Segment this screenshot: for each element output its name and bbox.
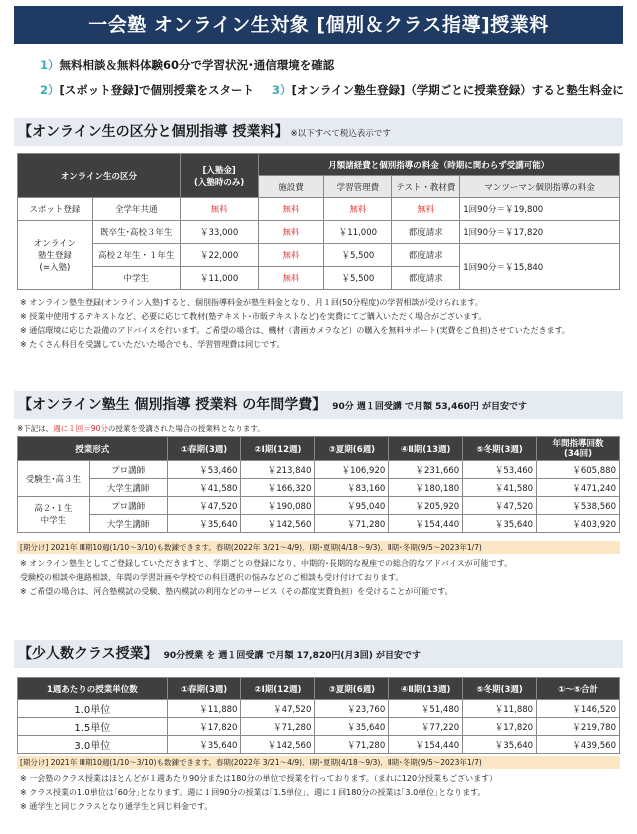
cell: ￥142,560 [241,736,315,754]
section-subtitle: 90分授業 を 週１回受講 で月額 17,820円(月3回) が目安です [163,651,422,661]
col-spring: ①春期(3週) [167,678,241,700]
cell: 無料 [180,198,258,221]
cell: ￥53,460 [463,461,537,479]
section-subtitle: ※以下すべて税込表示です [290,129,391,139]
note-line: ※ クラス授業の1.0単位は｢60分｣となります。週に１回90分の授業は｢1.5単位｣、週に１回180分の授業は｢3.0単位｣となります。 [20,788,486,797]
table-row [18,244,620,267]
notes-annual [20,557,512,599]
premise-c: の授業を受講された場合の授業料となります。 [107,424,265,433]
class-fee-table [17,677,620,754]
cell: ￥95,040 [315,497,389,515]
cell: ￥47,520 [241,700,315,718]
teacher-type: 大学生講師 [89,479,167,497]
cell: ￥106,920 [315,461,389,479]
cell: ￥11,880 [167,700,241,718]
cell: ￥471,240 [537,479,620,497]
col-entry-fee: [入塾金] (入塾時のみ) [180,154,258,198]
note-line: ※ 授業中使用するテキストなど、必要に応じて教材(塾テキスト･市販テキストなど)を実費にてご購入いただく場合がございます。 [20,312,487,321]
col-textbook: テスト・教材費 [392,176,460,198]
section-title: 【オンライン塾生 個別指導 授業料 の年間学費】 [18,397,327,413]
cell: ￥219,780 [537,718,620,736]
section-subtitle: 90分 週１回受講 で月額 53,460円 が目安です [332,402,527,412]
grade-cell: 既卒生･高校３年生 [92,221,180,244]
table-row [18,221,620,244]
row-label: スポット登録 [18,198,93,221]
col-term2: ④Ⅱ期(13週) [389,678,463,700]
cell: ￥154,440 [389,736,463,754]
step-number: 1） [40,58,60,72]
period-note: [期分け] 2021年 Ⅲ期10週(1/10～3/10)も数錬できます。春期(2022年 3/21～4/9)．Ⅰ期･夏期(4/18～9/3)．Ⅱ期･冬期(9/5～2023年1/7) [17,756,620,769]
step-2-3 [40,82,624,98]
step-text: 無料相談＆無料体験60分で学習状況･通信環境を確認 [59,58,335,72]
cell: 都度請求 [392,267,460,290]
col-total: ①～⑤合計 [537,678,620,700]
table-row [18,700,620,718]
premise-b: 週に１回＝90分 [53,424,108,433]
cell: ￥53,460 [167,461,241,479]
notes-class [20,772,497,814]
cell: ￥180,180 [389,479,463,497]
section-title: 【オンライン生の区分と個別指導 授業料】 [18,124,289,140]
step-number: 3） [272,83,292,97]
table-row [18,718,620,736]
cell: ￥5,500 [324,244,392,267]
cell: ￥11,000 [180,267,258,290]
premise-a: ※下記は、 [17,424,54,433]
section-annual-header [14,391,623,419]
grade-cell: 中学生 [92,267,180,290]
cell: 都度請求 [392,221,460,244]
cell: ￥33,000 [180,221,258,244]
teacher-type: プロ講師 [89,497,167,515]
cell: ￥83,160 [315,479,389,497]
cell: 都度請求 [392,244,460,267]
cell: ￥51,480 [389,700,463,718]
cell: 無料 [392,198,460,221]
group-label: 受験生･高３生 [18,461,90,497]
cell: ￥538,560 [537,497,620,515]
col-term1: ②Ⅰ期(12週) [241,437,315,461]
cell: 1回90分＝￥19,800 [460,198,620,221]
cell: ￥11,000 [324,221,392,244]
cell: ￥11,880 [463,700,537,718]
section-class-header [14,640,623,668]
col-term1: ②Ⅰ期(12週) [241,678,315,700]
cell: 無料 [324,198,392,221]
cell: ￥71,280 [315,736,389,754]
unit-label: 1.0単位 [18,700,168,718]
group-label: 高２･１生 中学生 [18,497,90,533]
cell: ￥190,080 [241,497,315,515]
note-line: ※ ご希望の場合は、河合塾模試の受験、塾内模試の利用などのサービス（その都度実費負担）を受けることが可能です。 [20,587,453,596]
step-1 [40,57,334,73]
cell: ￥41,580 [463,479,537,497]
cell: ￥142,560 [241,515,315,533]
col-format: 授業形式 [18,437,168,461]
step-text: [スポット登録]で個別授業をスタート [59,83,255,97]
grade-cell: 高校２年生・１年生 [92,244,180,267]
col-facility: 施設費 [258,176,324,198]
section-title: 【少人数クラス授業】 [18,646,158,662]
cell: ￥77,220 [389,718,463,736]
cell: ￥605,880 [537,461,620,479]
step-text: [オンライン塾生登録]（学期ごとに授業登録）すると塾生料金に [291,83,624,97]
col-spring: ①春期(3週) [167,437,241,461]
col-annual: 年間指導回数 (34回) [537,437,620,461]
cell: ￥71,280 [241,718,315,736]
table-row [18,461,620,479]
unit-label: 1.5単位 [18,718,168,736]
cell: ￥41,580 [167,479,241,497]
col-winter: ⑤冬期(3週) [463,437,537,461]
col-mgmt: 学習管理費 [324,176,392,198]
note-line: ※ 通学生と同じクラスとなり通学生と同じ料金です。 [20,802,213,811]
cell: 無料 [258,221,324,244]
period-note: [期分け] 2021年 Ⅲ期10週(1/10～3/10)も数錬できます。春期(2022年 3/21～4/9)．Ⅰ期･夏期(4/18～9/3)．Ⅱ期･冬期(9/5～2023年1/7) [17,541,620,554]
table-row [18,479,620,497]
row-label: オンライン 塾生登録 (=入塾) [18,221,93,290]
col-mtm: マンツーマン個別指導の料金 [460,176,620,198]
section-individual-header [14,118,623,146]
grade-cell: 全学年共通 [92,198,180,221]
table-row [18,198,620,221]
cell: 無料 [258,244,324,267]
unit-label: 3.0単位 [18,736,168,754]
col-monthly: 月額諸経費と個別指導の料金（時期に関わらず受講可能） [258,154,619,176]
table-row [18,736,620,754]
cell: ￥35,640 [167,736,241,754]
step-number: 2） [40,83,60,97]
cell: ￥35,640 [167,515,241,533]
page-title: 一会塾 オンライン生対象 [個別＆クラス指導]授業料 [14,6,623,44]
annual-premise [17,423,265,434]
cell: ￥35,640 [463,736,537,754]
cell: ￥166,320 [241,479,315,497]
cell: ￥23,760 [315,700,389,718]
note-line: ※ オンライン塾生としてご登録していただきますと、学期ごとの登録になり、中期的･長期的な視座での総合的なアドバイスが可能です。 [20,559,513,568]
cell: ￥47,520 [463,497,537,515]
cell: ￥5,500 [324,267,392,290]
annual-fee-table [17,436,620,533]
cell: ￥35,640 [315,718,389,736]
col-summer: ③夏期(6週) [315,437,389,461]
col-units: 1週あたりの授業単位数 [18,678,168,700]
cell: ￥231,660 [389,461,463,479]
col-category: オンライン生の区分 [18,154,181,198]
cell: ￥71,280 [315,515,389,533]
cell: 1回90分＝￥17,820 [460,221,620,244]
teacher-type: 大学生講師 [89,515,167,533]
col-winter: ⑤冬期(3週) [463,678,537,700]
cell: 無料 [258,198,324,221]
cell: ￥403,920 [537,515,620,533]
cell: 無料 [258,267,324,290]
cell: ￥17,820 [167,718,241,736]
teacher-type: プロ講師 [89,461,167,479]
note-line: ※ オンライン塾生登録(オンライン入塾)すると、個別指導料金が塾生料金となり、月１回(50分程度)の学習相談が受けられます。 [20,298,483,307]
cell: ￥146,520 [537,700,620,718]
note-line: ※ たくさん科目を受講していただいた場合でも、学習管理費は同じです。 [20,340,285,349]
cell: ￥213,840 [241,461,315,479]
cell: ￥35,640 [463,515,537,533]
notes-individual [20,296,570,352]
table-row [18,515,620,533]
note-line: ※ 一会塾のクラス授業はほとんどが１週あたり90分または180分の単位で授業を行っております。（まれに120分授業もございます） [20,774,498,783]
cell: ￥205,920 [389,497,463,515]
cell: ￥439,560 [537,736,620,754]
cell: ￥17,820 [463,718,537,736]
note-line: 受験校の相談や進路相談、年間の学習計画や学校での科目選択の悩みなどのご相談も受け付けております。 [20,573,404,582]
individual-fee-table [17,153,620,290]
cell: 1回90分＝￥15,840 [460,244,620,290]
cell: ￥154,440 [389,515,463,533]
cell: ￥22,000 [180,244,258,267]
col-term2: ④Ⅱ期(13週) [389,437,463,461]
cell: ￥47,520 [167,497,241,515]
note-line: ※ 通信環境に応じた設備のアドバイスを行います。ご希望の場合は、機材（書画カメラなど）の購入を無料サポート(実費をご負担)させていただきます。 [20,326,570,335]
col-summer: ③夏期(6週) [315,678,389,700]
table-row [18,497,620,515]
